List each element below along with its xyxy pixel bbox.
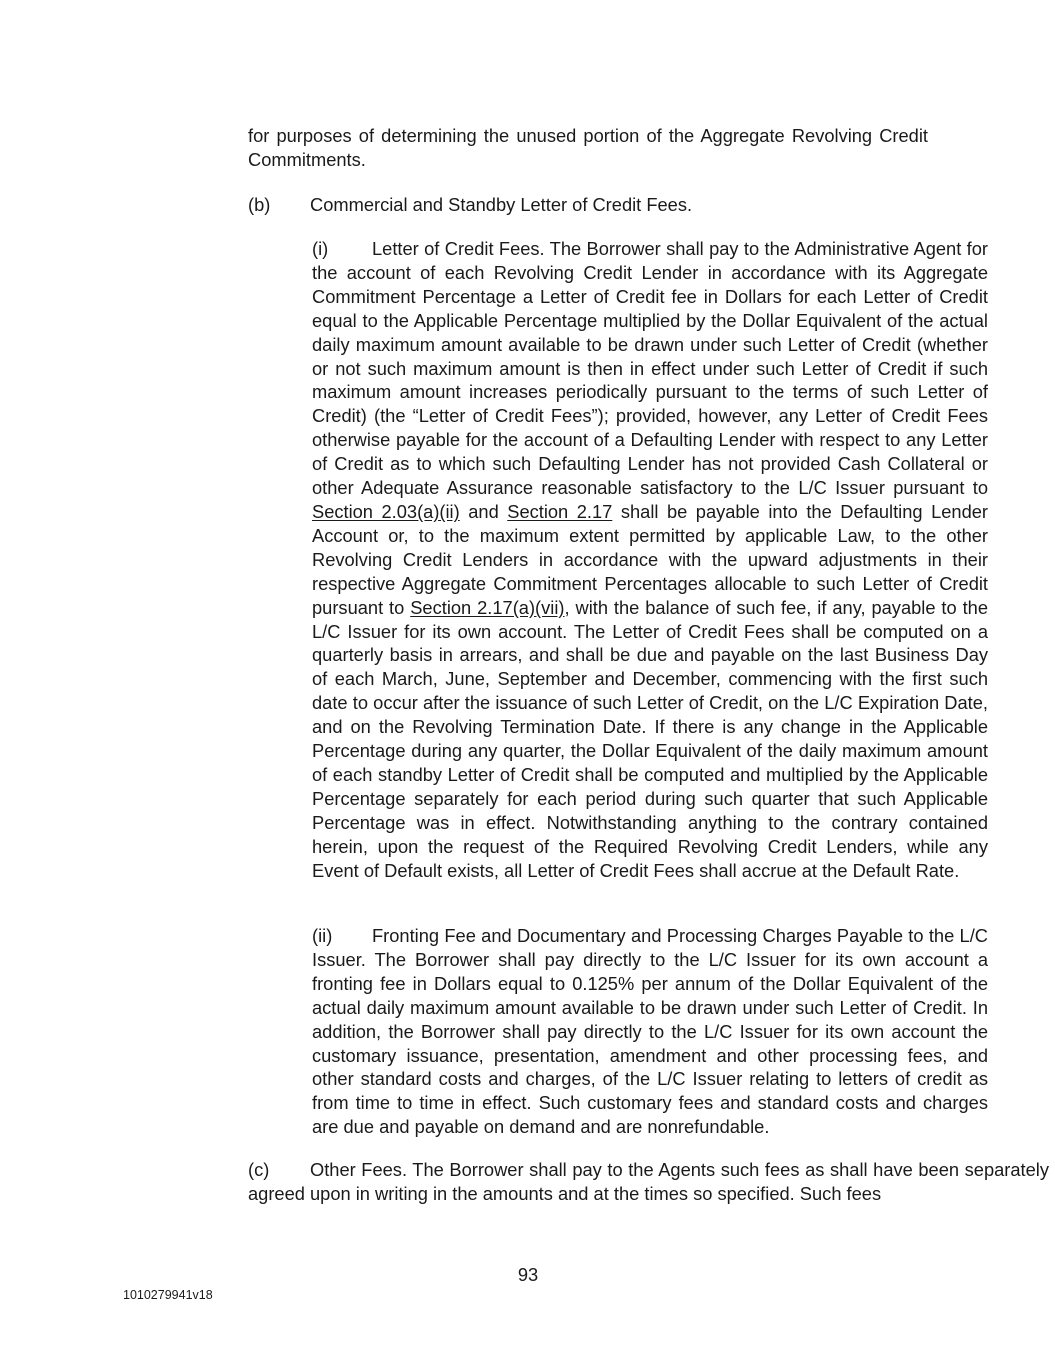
section-ii-text: Fronting Fee and Documentary and Processing Charges Payable to the L/C Issuer. The Borrower shall pay directly to the L/C Issuer for its own account a fronting fee in Dollars equal to 0.125% per annum of the Dollar Equivalent of the actual daily maximum amount available to be drawn under such Letter of Credit. In addition, the Borrower shall pay directly to the L/C Issuer for its own account the customary issuance, presentation, amendment and other processing fees, and other standard costs and charges, of the L/C Issuer relating to letters of credit as from time to time in effect. Such customary fees and standard costs and charges are due and payable on demand and are nonrefundable. [312, 925, 988, 1138]
section-2-03-a-ii-reference: Section 2.03(a)(ii) [312, 500, 460, 522]
section-i-text-1: Letter of Credit Fees. The Borrower shall pay to the Administrative Agent for the account of each Revolving Credit Lender in accordance with its Aggregate Commitment Percentage a Letter of Credit fee in Dollars for each Letter of Credit equal to the Applicable Percentage multiplied by the Dollar Equivalent of the actual daily maximum amount available to be drawn under such Letter of Credit (whether or not such maximum amount is then in effect under such Letter of Credit if such maximum amount increases periodically pursuant to the terms of such Letter of Credit) (the “Letter of Credit Fees”); provided, however, any Letter of Credit Fees otherwise payable for the account of a Defaulting Lender with respect to any Letter of Credit as to which such Defaulting Lender has not provided Cash Collateral or other Adequate Assurance reasonable satisfactory to the L/C Issuer pursuant to [312, 238, 988, 499]
section-i-number: (i) [312, 238, 329, 259]
section-2-17-reference: Section 2.17 [507, 500, 613, 522]
section-c-paragraph [123, 1158, 1049, 1206]
section-i-text-3: shall be payable into the Defaulting Lender Account or, to the maximum extent permitted by applicable Law, to the other Revolving Credit Lenders in accordance with the upward adjustments in their respective Aggregate Commitment Percentages allocable to such Letter of Credit pursuant to [312, 500, 989, 618]
page-number: 93 [517, 1264, 539, 1285]
section-i-text-4: , with the balance of such fee, if any, payable to the L/C Issuer for its own account. The Letter of Credit Fees shall be computed on a quarterly basis in arrears, and shall be due and payable on the last Business Day of each March, June, September and December, commencing with the first such date to occur after the issuance of such Letter of Credit, on the L/C Expiration Date, and on the Revolving Termination Date. If there is any change in the Applicable Percentage during any quarter, the Dollar Equivalent of the daily maximum amount of each standby Letter of Credit shall be computed and multiplied by the Applicable Percentage separately for each period during such quarter that such Applicable Percentage was in effect. Notwithstanding anything to the contrary contained herein, upon the request of the Required Revolving Credit Lenders, while any Event of Default exists, all Letter of Credit Fees shall accrue at the Default Rate. [312, 596, 988, 881]
section-ii-paragraph [248, 924, 988, 1139]
section-i-text-2: and [459, 500, 508, 522]
section-c-text: Other Fees. The Borrower shall pay to the Agents such fees as shall have been separately agreed upon in writing in the amounts and at the times so specified. Such fees [248, 1159, 1049, 1204]
section-c-number: (c) [248, 1159, 270, 1180]
section-b-title: Commercial and Standby Letter of Credit Fees. [310, 194, 693, 215]
section-b-heading [248, 193, 928, 217]
document-id: 1010279941v18 [123, 1288, 213, 1302]
section-ii-number: (ii) [312, 925, 333, 946]
section-i-paragraph [248, 237, 988, 882]
section-b-number: (b) [248, 194, 271, 215]
section-2-17-a-vii-reference: Section 2.17(a)(vii) [410, 596, 565, 618]
continuation-paragraph: for purposes of determining the unused portion of the Aggregate Revolving Credit Commitments. [248, 125, 928, 170]
